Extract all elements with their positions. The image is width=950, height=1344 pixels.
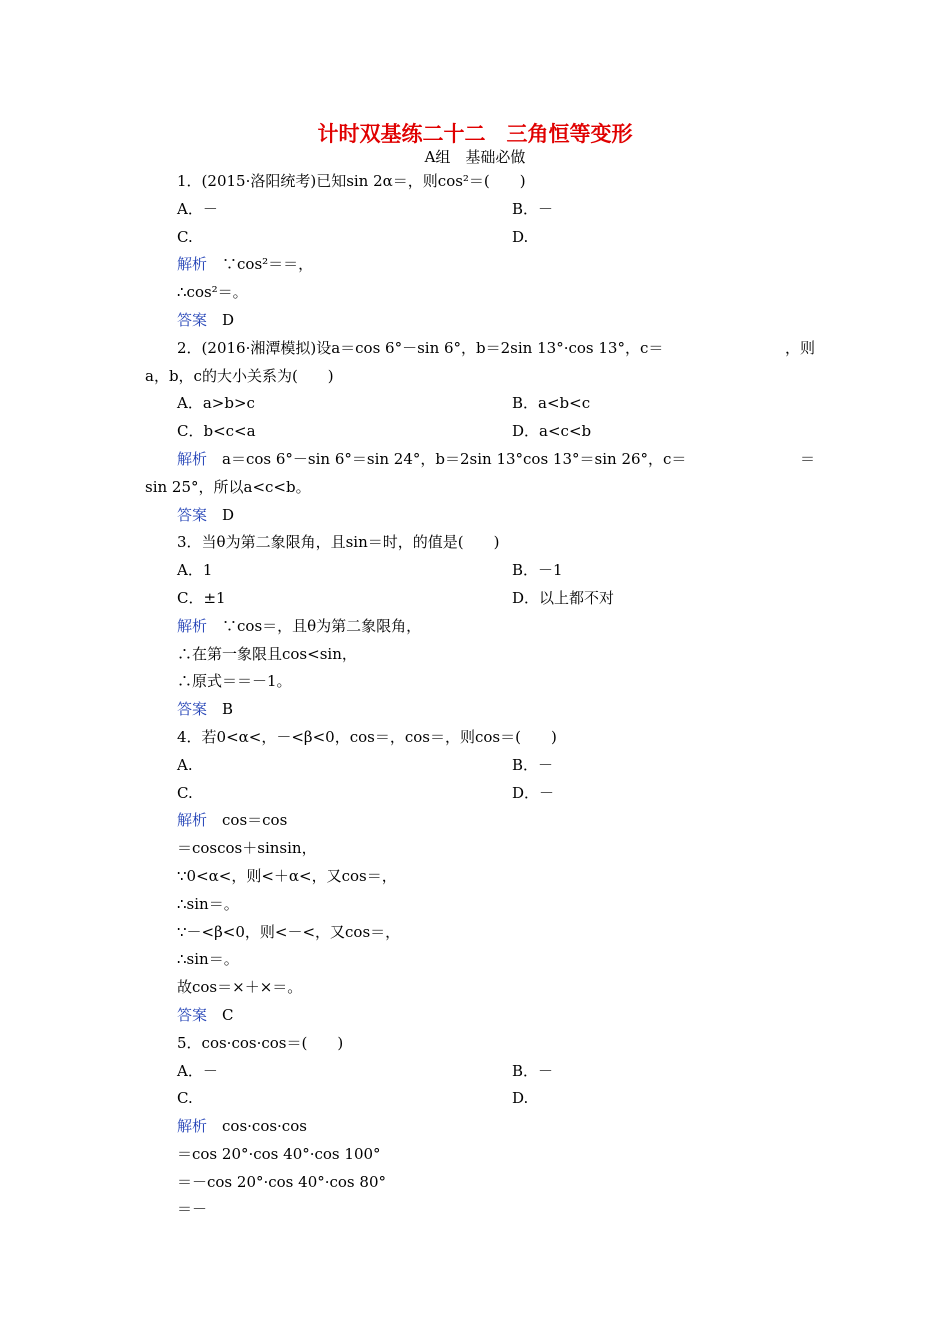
document-body [145, 168, 815, 1224]
q4-daan-tag: 答案 [177, 1005, 208, 1024]
q1-stem: 1．(2015·洛阳统考)已知sin 2α＝，则cos²＝( ) [177, 172, 526, 190]
section-subtitle: A组 基础必做 [424, 148, 526, 166]
q2-option-b: B．a<b<c [512, 394, 591, 413]
q2-option-a: A．a>b>c [177, 394, 255, 413]
q2-option-d: D．a<c<b [512, 422, 592, 441]
q4-option-c: C. [177, 783, 193, 802]
q1-jiexi-tag: 解析 [177, 255, 208, 274]
q5-options-cd [145, 1085, 815, 1113]
q5-stem: 5．cos·cos·cos＝( ) [177, 1033, 344, 1052]
q4-jiexi-tag: 解析 [177, 811, 208, 830]
q2-solution-text-1: a＝cos 6°－sin 6°＝sin 24°，b＝2sin 13°cos 13°＝sin 26°，c＝ [207, 449, 687, 468]
q3-option-d: D．以上都不对 [512, 588, 615, 607]
q2-answer-value: D [207, 505, 235, 524]
q4-solution-7: 故cos＝×＋×＝。 [177, 978, 303, 997]
q3-daan-tag: 答案 [177, 700, 208, 719]
q1-solution-2: ∴cos²＝。 [177, 283, 248, 302]
q2-stem-2: a，b，c的大小关系为( ) [145, 366, 334, 385]
q2-daan-tag: 答案 [177, 505, 208, 524]
q5-option-b: B．－ [512, 1061, 554, 1080]
q1-answer-value: D [207, 310, 235, 329]
q4-option-b: B．－ [512, 755, 554, 774]
q1-solution-1 [145, 251, 815, 279]
q4-stem: 4．若0<α<，－<β<0，cos＝，cos＝，则cos＝( ) [177, 727, 557, 746]
q5-jiexi-tag: 解析 [177, 1117, 208, 1136]
q4-option-a: A. [177, 755, 193, 774]
q4-options-cd [145, 780, 815, 808]
q5-solution-3: ＝－cos 20°·cos 40°·cos 80° [177, 1172, 386, 1191]
q1-daan-tag: 答案 [177, 310, 208, 329]
q2-option-c: C．b<c<a [177, 422, 256, 441]
page-title: 计时双基练二十二 三角恒等变形 [317, 122, 633, 146]
q2-jiexi-tag: 解析 [177, 449, 208, 468]
q3-options-ab [145, 557, 815, 585]
q4-options-ab [145, 752, 815, 780]
q3-stem: 3．当θ为第二象限角，且sin＝时，的值是( ) [177, 533, 500, 552]
q3-solution-text-1: ∵cos＝，且θ为第二象限角， [207, 616, 422, 635]
q2-stem-part-a: 2．(2016·湘潭模拟)设a＝cos 6°－sin 6°，b＝2sin 13°·cos 13°，c＝ [177, 338, 664, 357]
q2-options-cd [145, 418, 815, 446]
q4-option-d: D．－ [512, 783, 555, 802]
q4-solution-text-1: cos＝cos [207, 811, 288, 830]
q5-solution-2: ＝cos 20°·cos 40°·cos 100° [177, 1144, 381, 1163]
q3-option-b: B．－1 [512, 561, 563, 580]
q5-solution-4: ＝－ [177, 1200, 208, 1219]
q1-option-c: C. [177, 227, 193, 246]
q1-option-d: D. [512, 227, 529, 246]
q5-option-d: D. [512, 1089, 529, 1108]
q5-option-c: C. [177, 1089, 193, 1108]
q3-solution-1 [145, 613, 815, 641]
q1-option-b: B．－ [512, 199, 554, 218]
q2-solution-text-1b: ＝ [799, 449, 815, 468]
q4-solution-5: ∵－<β<0，则<－<，又cos＝， [177, 922, 401, 941]
q5-solution-text-1: cos·cos·cos [207, 1117, 307, 1136]
q4-solution-6: ∴sin＝。 [177, 950, 239, 969]
q4-solution-2: ＝coscos＋sinsin， [177, 839, 317, 858]
q3-option-a: A．1 [177, 561, 213, 580]
q1-option-a: A．－ [177, 199, 218, 218]
q3-option-c: C．±1 [177, 588, 226, 607]
q5-option-a: A．－ [177, 1061, 218, 1080]
q2-options-ab [145, 390, 815, 418]
q3-answer [145, 696, 815, 724]
q2-solution-1 [145, 446, 815, 474]
q3-answer-value: B [207, 700, 234, 719]
q2-solution-2: sin 25°，所以a<c<b。 [145, 477, 311, 496]
q3-solution-3: ∴原式＝＝－1。 [177, 672, 292, 691]
q4-solution-3: ∵0<α<，则<＋α<，又cos＝， [177, 866, 397, 885]
q5-options-ab [145, 1058, 815, 1086]
q1-options-cd [145, 224, 815, 252]
q3-solution-2: ∴在第一象限且cos<sin， [177, 644, 357, 663]
q2-stem-part-b: ，则 [784, 338, 815, 357]
q4-solution-1 [145, 807, 815, 835]
q2-answer [145, 502, 815, 530]
q1-options-ab [145, 196, 815, 224]
q3-jiexi-tag: 解析 [177, 616, 208, 635]
q5-solution-1 [145, 1113, 815, 1141]
q4-solution-4: ∴sin＝。 [177, 894, 239, 913]
q4-answer-value: C [207, 1005, 234, 1024]
q3-options-cd [145, 585, 815, 613]
q2-stem [145, 335, 815, 363]
q4-answer [145, 1002, 815, 1030]
q1-solution-text-1: ∵cos²＝＝， [207, 255, 314, 274]
q1-answer [145, 307, 815, 335]
